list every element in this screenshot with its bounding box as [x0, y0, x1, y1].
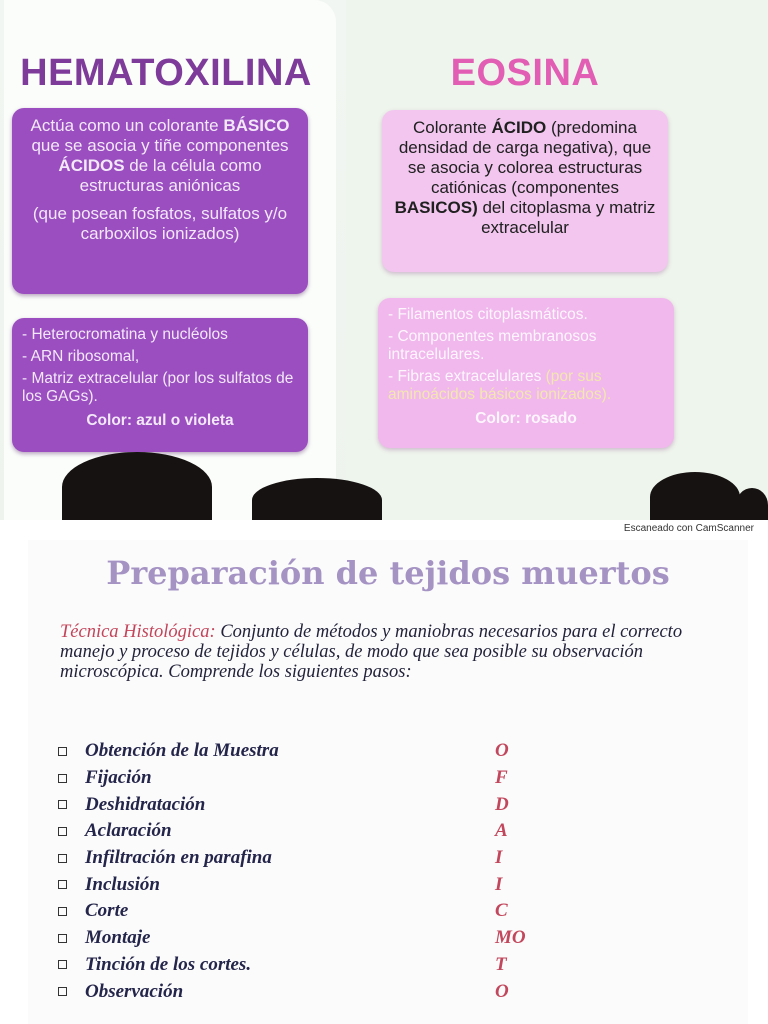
steps-list — [58, 738, 698, 1005]
square-bullet-icon — [58, 747, 67, 756]
mnemonic-letter: T — [495, 953, 507, 975]
list-item — [58, 952, 698, 979]
hematoxilina-target-item: - Matriz extracelular (por los sulfatos de los GAGs). — [22, 370, 294, 405]
mnemonic-letter: I — [495, 873, 503, 895]
list-item — [58, 898, 698, 925]
square-bullet-icon — [58, 987, 67, 996]
hematoxilina-color-label: Color: azul o violeta — [86, 412, 234, 429]
step-label: Deshidratación — [85, 793, 206, 815]
square-bullet-icon — [58, 934, 67, 943]
audience-head-silhouette — [62, 452, 212, 520]
technique-term: Técnica Histológica: — [60, 622, 216, 642]
eosina-definition: Colorante ÁCIDO (predomina densidad de carga negativa), que se asocia y colorea estructuras catiónicas (componentes BASICOS) del citoplasma y matriz extracelular — [394, 118, 656, 237]
hematoxilina-targets-box — [12, 318, 308, 452]
list-item — [58, 765, 698, 792]
step-label: Obtención de la Muestra — [85, 740, 279, 762]
list-item — [58, 845, 698, 872]
list-item — [58, 978, 698, 1005]
square-bullet-icon — [58, 774, 67, 783]
step-label: Observación — [85, 980, 184, 1002]
audience-head-silhouette — [650, 472, 740, 520]
technique-definition — [60, 622, 720, 682]
hematoxilina-title: HEMATOXILINA — [20, 52, 312, 94]
mnemonic-letter: O — [495, 980, 509, 1002]
square-bullet-icon — [58, 907, 67, 916]
eosina-color-label: Color: rosado — [475, 410, 577, 427]
mnemonic-letter: A — [495, 820, 508, 842]
step-label: Fijación — [85, 767, 152, 789]
step-label: Montaje — [85, 927, 151, 949]
eosina-target-text: - Fibras extracelulares — [388, 368, 542, 385]
square-bullet-icon — [58, 827, 67, 836]
slide-title: Preparación de tejidos muertos — [106, 554, 670, 592]
scanner-watermark: Escaneado con CamScanner — [623, 523, 754, 534]
list-item — [58, 925, 698, 952]
eosina-title: EOSINA — [450, 52, 600, 94]
list-item — [58, 871, 698, 898]
square-bullet-icon — [58, 960, 67, 969]
mnemonic-letter: F — [495, 767, 508, 789]
mnemonic-letter: MO — [495, 927, 526, 949]
eosina-target-note: (por sus aminoácidos básicos ionizados). — [388, 368, 612, 403]
hematoxilina-target-item: - ARN ribosomal, — [22, 348, 140, 365]
tissue-preparation-slide — [28, 540, 748, 1024]
square-bullet-icon — [58, 880, 67, 889]
square-bullet-icon — [58, 854, 67, 863]
audience-head-silhouette — [252, 478, 382, 520]
hematoxilina-definition-box — [12, 108, 308, 294]
audience-head-silhouette — [736, 488, 768, 520]
eosina-targets-box — [378, 298, 674, 448]
list-item — [58, 738, 698, 765]
step-label: Aclaración — [85, 820, 172, 842]
eosina-target-item — [388, 368, 664, 404]
eosina-target-item: - Componentes membranosos intracelulares. — [388, 328, 597, 363]
mnemonic-letter: D — [495, 793, 509, 815]
list-item — [58, 818, 698, 845]
step-label: Tinción de los cortes. — [85, 953, 252, 975]
technique-description: Conjunto de métodos y maniobras necesarios para el correcto manejo y proceso de tejidos y células, de modo que sea posible su observación microscópica. Comprende los siguientes pasos: — [60, 622, 683, 682]
step-label: Infiltración en parafina — [85, 847, 272, 869]
step-label: Corte — [85, 900, 129, 922]
hematoxilina-definition-note: (que posean fosfatos, sulfatos y/o carboxilos ionizados) — [32, 204, 288, 243]
mnemonic-letter: I — [495, 847, 503, 869]
eosina-target-item: - Filamentos citoplasmáticos. — [388, 306, 588, 323]
mnemonic-letter: C — [495, 900, 508, 922]
hematoxilina-definition: Actúa como un colorante BÁSICO que se asocia y tiñe componentes ÁCIDOS de la célula como estructuras aniónicas — [30, 116, 290, 195]
square-bullet-icon — [58, 800, 67, 809]
list-item — [58, 791, 698, 818]
hematoxilina-target-item: - Heterocromatina y nucléolos — [22, 326, 228, 343]
mnemonic-letter: O — [495, 740, 509, 762]
eosina-definition-box — [382, 110, 668, 272]
step-label: Inclusión — [85, 873, 160, 895]
